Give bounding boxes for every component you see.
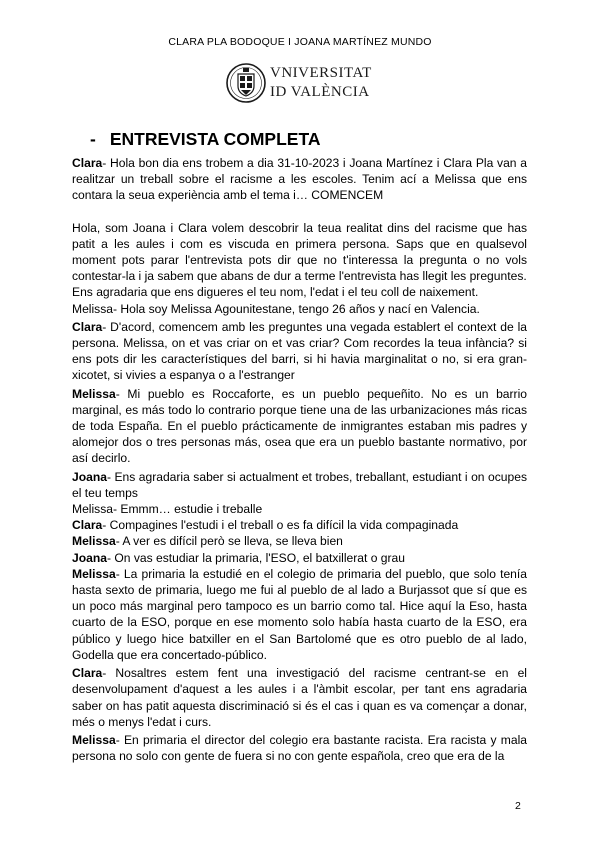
running-header: CLARA PLA BODOQUE I JOANA MARTÍNEZ MUNDO [168, 36, 432, 48]
title-text: ENTREVISTA COMPLETA [109, 129, 321, 149]
paragraph: Clara- Hola bon dia ens trobem a dia 31-10-2023 i Joana Martínez i Clara Pla van a realitzar un treball sobre el racisme a les escoles. Tenim ací a Melissa que ens contara la seua experiència amb el tema i… COMENCEM [72, 156, 527, 203]
title-bullet: - [90, 129, 96, 149]
university-name: VNIVERSITAT ID VALÈNCIA [270, 65, 372, 100]
paragraph: Joana- Ens agradaria saber si actualment et trobes, treballant, estudiant i on ocupes el teu temps [72, 469, 527, 500]
university-seal-icon [226, 60, 266, 106]
paragraph: Ens agradaria que ens digueres el teu nom, l'edat i el teu coll de naixement. [72, 285, 479, 300]
paragraph: Hola, som Joana i Clara volem descobrir la teua realitat dins del racisme que has patit a les aules i com es viscuda en primera persona. Saps que en qualsevol moment pots parar l'entrevista pots dir que no t'interessa la pregunta o no vols contestar-la i ja sabem que abans de dur a terme l'entrevista has llegit les preguntes. [72, 220, 527, 284]
paragraph: Melissa- La primaria la estudié en el colegio de primaria del pueblo, que solo tenía hasta sexto de primaria, luego me fui al pueblo de al lado a Burjassot que sí que es un poco más marginal pero tampoco es un barrio como tal. Hice aquí la Eso, hasta cuarto de la ESO, porque en ese momento solo había hasta cuarto de la ESO, era público y luego hice batxiller en el San Bartolomé que es otro pueblo de al lado, Godella que era concertado-público. [72, 566, 527, 662]
paragraph: Melissa- Emmm… estudie i treballe [72, 502, 263, 517]
paragraph: Joana- On vas estudiar la primaria, l'ESO, el batxillerat o grau [72, 550, 406, 565]
interview-body [72, 155, 527, 764]
paragraph: Clara- Nosaltres estem fent una investigació del racisme centrant-se en el desenvolupament d'aquest a les aules i a l'àmbit escolar, per tant ens agradaria saber on has patit aquesta discriminació si és el cas i quan es va començar a donar, més o menys l'edat i curs. [72, 666, 527, 729]
paragraph: Melissa- Hola soy Melissa Agounitestane, tengo 26 años y nací en Valencia. [72, 301, 480, 316]
university-logo [226, 60, 376, 110]
paragraph: Melissa- A ver es difícil però se lleva, se lleva bien [72, 534, 343, 549]
paragraph: Clara- D'acord, comencem amb les preguntes una vegada establert el context de la persona. Melissa, on et vas criar on et vas criar? Com recordes la teua infància? si ens pots dir les característiques del barri, si hi havia marginalitat o no, si era gran-xicotet, si vivies a espanya o a l'estranger [72, 319, 527, 383]
paragraph: Melissa- En primaria el director del colegio era bastante racista. Era racista y mala persona no solo con gente de fuera si no con gente española, creo que era de la [72, 732, 527, 764]
page-number: 2 [515, 800, 521, 812]
paragraph: Melissa- Mi pueblo es Roccaforte, es un pueblo pequeñito. No es un barrio marginal, es más todo lo contrario porque tiene una de las urbanizaciones más ricas de toda España. En el pueblo prácticamente de inmigrantes estaban mis padres y alomejor dos o tres personas más, osea que era un pueblo bastante normativo, por así decirlo. [72, 386, 527, 466]
section-title [90, 129, 320, 150]
paragraph: Clara- Compagines l'estudi i el treball o es fa difícil la vida compaginada [72, 518, 459, 533]
